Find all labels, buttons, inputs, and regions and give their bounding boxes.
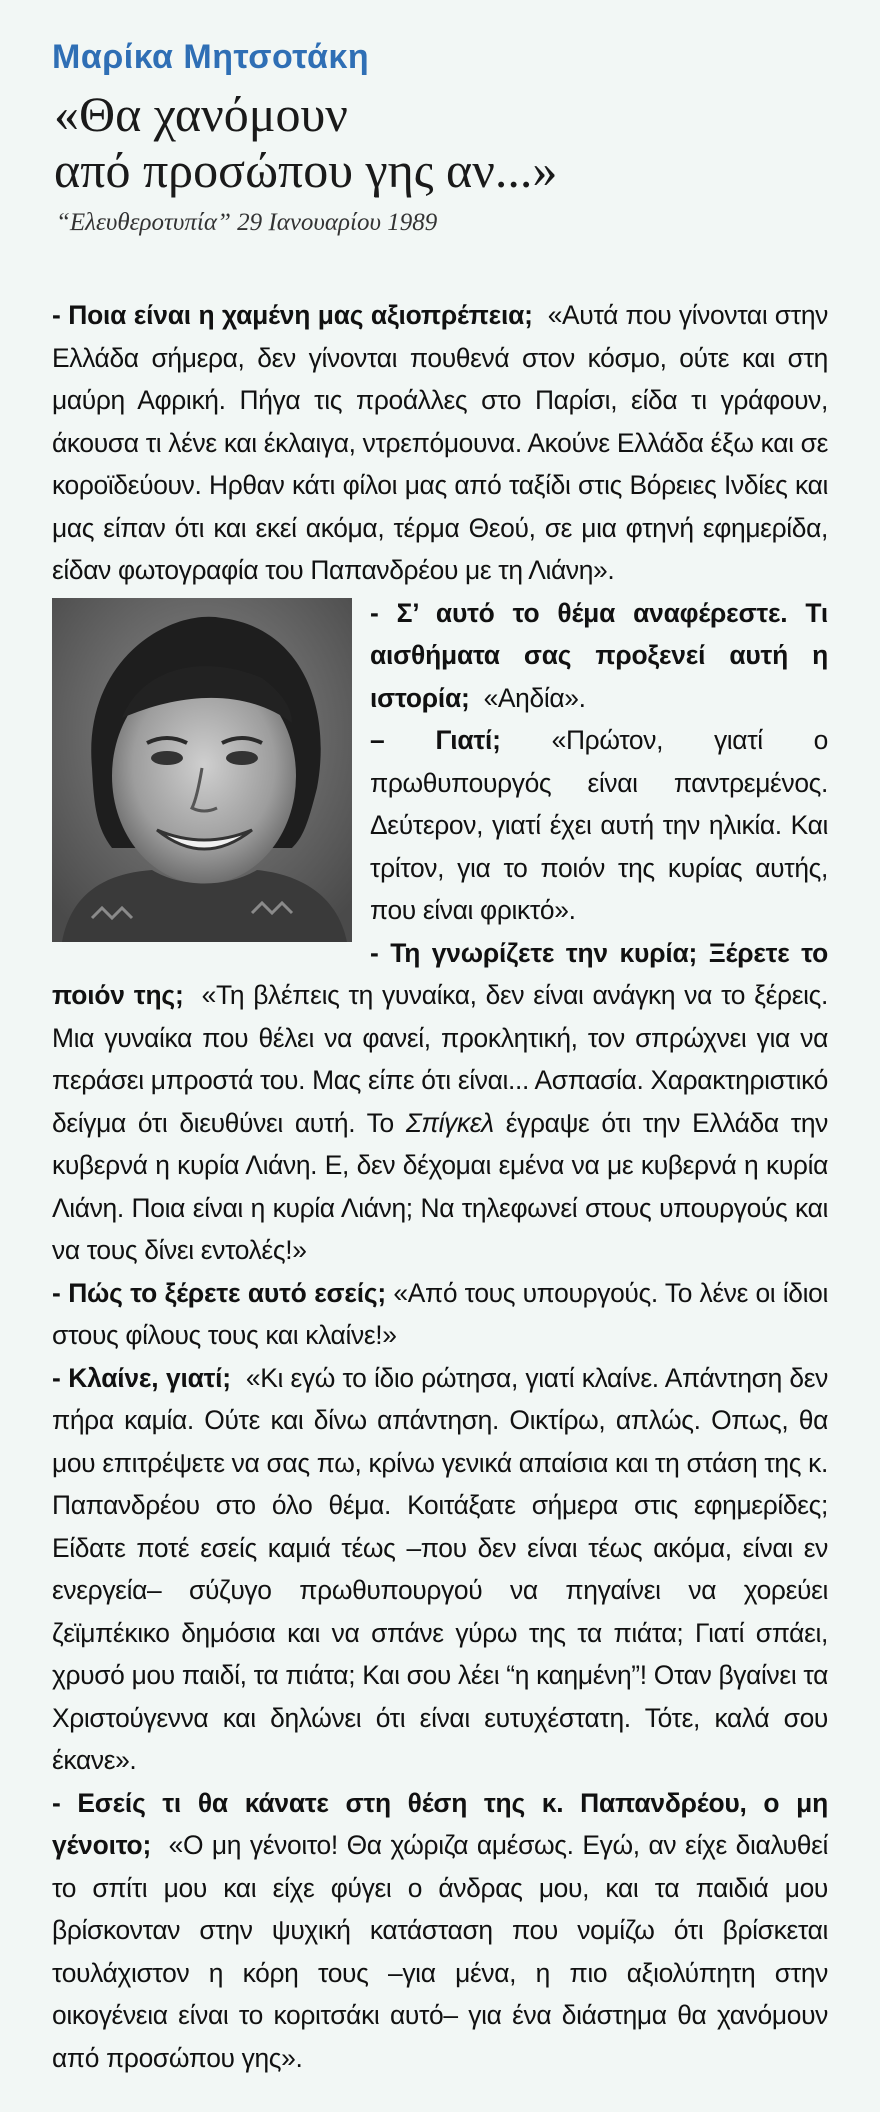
headline (54, 86, 828, 198)
paragraph-1 (52, 294, 828, 592)
answer-5: «Από τους υπουργούς. Το λένε οι ίδιοι στους φίλους τους και κλαίνε!» (52, 1277, 828, 1350)
question-5: - Πώς το ξέρετε αυτό εσείς; (52, 1277, 386, 1308)
paragraph-6 (52, 1357, 828, 1782)
paragraph-5 (52, 1272, 828, 1357)
headline-line-2: από προσώπου γης αν...» (54, 142, 558, 198)
question-6: - Κλαίνε, γιατί; (52, 1362, 231, 1393)
question-4: - Τη γνωρίζετε την κυρία; Ξέρετε το ποιόν της; (52, 937, 828, 1010)
source-line: “Ελευθεροτυπία” 29 Ιανουαρίου 1989 (56, 209, 438, 236)
answer-4-part-2: έγραψε ότι την Ελλάδα την κυβερνά η κυρία Λιάνη. Ε, δεν δέχομαι εμένα να με κυβερνά η κυρία Λιάνη. Ποια είναι η κυρία Λιάνη; Να τηλεφωνεί στους υπουργούς και να τους δίνει εντολές!» (52, 1107, 829, 1265)
answer-7: «Ο μη γένοιτο! Θα χώριζα αμέσως. Εγώ, αν είχε διαλυθεί το σπίτι μου και είχε φύγει ο άνδρας μου, και τα παιδιά μου βρίσκονταν στην ψυχική κατάσταση που νομίζω ότι βρίσκεται τουλάχιστον η κόρη τους –για μένα, η πιο αξιολύπητη στην οικογένεια είναι το κοριτσάκι αυτό– για ένα διάστημα θα χανόμουν από προσώπου γης». (52, 1830, 828, 2073)
paragraph-7 (52, 1782, 828, 2080)
interview-body (52, 294, 828, 2079)
spiegel-mention: Σπίγκελ (405, 1107, 494, 1138)
author-name: Μαρίκα Μητσοτάκη (52, 38, 370, 76)
question-2: - Σ’ αυτό το θέμα αναφέρεστε. Τι αισθήματα σας προξενεί αυτή η ιστορία; (370, 597, 828, 713)
question-1: - Ποια είναι η χαμένη μας αξιοπρέπεια; (52, 300, 533, 330)
answer-3: «Πρώτον, γιατί ο πρωθυπουργός είναι παντρεμένος. Δεύτερον, γιατί έχει αυτή την ηλικία. Και τρίτον, για το ποιόν της κυρίας αυτής, που είναι φρικτό». (370, 725, 828, 925)
answer-2: «Αηδία». (483, 682, 586, 713)
portrait-photo (52, 598, 352, 942)
portrait-illustration (52, 598, 352, 942)
headline-line-1: «Θα χανόμουν (54, 86, 348, 142)
answer-1: «Αυτά που γίνονται στην Ελλάδα σήμερα, δεν γίνονται πουθενά στον κόσμο, ούτε και στη μαύρη Αφρική. Πήγα τις προάλλες στο Παρίσι, είδα τι γράφουν, άκουσα τι λένε και έκλαιγα, ντρεπόμουνα. Ακούνε Ελλάδα έξω και σε κοροϊδεύουν. Ηρθαν κάτι φίλοι μας από ταξίδι στις Βόρειες Ινδίες και μας είπαν ότι και εκεί ακόμα, τέρμα Θεού, σε μια φτηνή εφημερίδα, είδαν φωτογραφία του Παπανδρέου με τη Λιάνη». (52, 300, 828, 585)
answer-4-part-1: «Τη βλέπεις τη γυναίκα, δεν είναι ανάγκη να το ξέρεις. Μια γυναίκα που θέλει να φανεί, προκλητική, τον σπρώχνει για να περάσει μπροστά του. Μας είπε ότι είναι... Ασπασία. Χαρακτηριστικό δείγμα ότι διευθύνει αυτή. Το (52, 980, 828, 1138)
question-7: - Εσείς τι θα κάνατε στη θέση της κ. Παπανδρέου, ο μη γένοιτο; (52, 1787, 828, 1860)
answer-6: «Κι εγώ το ίδιο ρώτησα, γιατί κλαίνε. Απάντηση δεν πήρα καμία. Ούτε και δίνω απάντηση. Οικτίρω, απλώς. Οπως, θα μου επιτρέψετε να σας πω, κρίνω γενικά απαίσια και τη στάση της κ. Παπανδρέου στο όλο θέμα. Κοιτάξατε σήμερα στις εφημερίδες; Είδατε ποτέ εσείς καμιά τέως –που δεν είναι τέως ακόμα, είναι εν ενεργεία– σύζυγο πρωθυπουργού να πηγαίνει να χορεύει ζεϊμπέκικο δημόσια και να σπάνε γύρω της τα πιάτα; Γιατί σπάει, χρυσό μου παιδί, τα πιάτα; Και σου λέει “η καημένη”! Οταν βγαίνει τα Χριστούγεννα και δηλώνει ότι είναι ευτυχέστατη. Τότε, καλά σου έκανε». (52, 1362, 828, 1775)
paragraph-4 (52, 932, 828, 1272)
question-3: – Γιατί; (370, 725, 501, 755)
